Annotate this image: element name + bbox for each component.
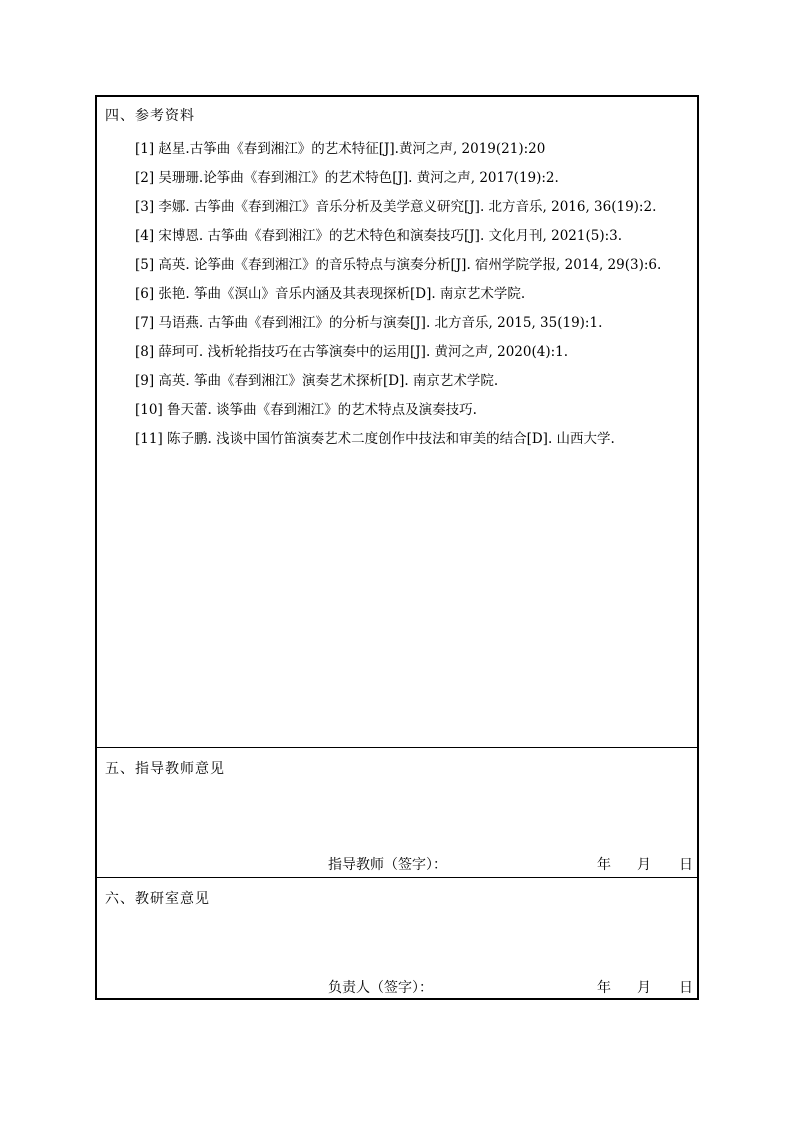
reference-item: [4] 宋博恩. 古筝曲《春到湘江》的艺术特色和演奏技巧[J]. 文化月刊, 2021(5):3. — [135, 228, 623, 244]
advisor-opinion-heading: 五、指导教师意见 — [105, 761, 225, 777]
advisor-opinion-section — [97, 747, 697, 877]
office-signature-row — [97, 977, 697, 997]
reference-item: [7] 马语燕. 古筝曲《春到湘江》的分析与演奏[J]. 北方音乐, 2015, 35(19):1. — [135, 315, 603, 331]
office-date-day: 日 — [679, 980, 693, 996]
advisor-signature-label: 指导教师（签字）： — [328, 857, 447, 873]
reference-item: [10] 鲁天蕾. 谈筝曲《春到湘江》的艺术特点及演奏技巧. — [135, 402, 477, 418]
references-list — [105, 135, 691, 454]
references-section — [97, 97, 697, 747]
reference-item: [5] 高英. 论筝曲《春到湘江》的音乐特点与演奏分析[J]. 宿州学院学报, 2014, 29(3):6. — [135, 257, 662, 273]
advisor-signature-row — [97, 854, 697, 874]
reference-item: [8] 薛珂可. 浅析轮指技巧在古筝演奏中的运用[J]. 黄河之声, 2020(4):1. — [135, 344, 569, 360]
office-opinion-heading: 六、教研室意见 — [105, 891, 210, 907]
office-date-month: 月 — [637, 980, 651, 996]
advisor-date-month: 月 — [637, 857, 651, 873]
review-form-table — [95, 95, 699, 1000]
office-opinion-section — [97, 877, 697, 1000]
advisor-date-day: 日 — [679, 857, 693, 873]
references-heading: 四、参考资料 — [105, 108, 195, 124]
reference-item: [3] 李娜. 古筝曲《春到湘江》音乐分析及美学意义研究[J]. 北方音乐, 2016, 36(19):2. — [135, 199, 657, 215]
office-date-year: 年 — [597, 980, 611, 996]
reference-item: [11] 陈子鹏. 浅谈中国竹笛演奏艺术二度创作中技法和审美的结合[D]. 山西大学. — [135, 431, 615, 447]
advisor-date-year: 年 — [597, 857, 611, 873]
reference-item: [6] 张艳. 筝曲《溟山》音乐内涵及其表现探析[D]. 南京艺术学院. — [135, 286, 526, 302]
reference-item: [1] 赵星.古筝曲《春到湘江》的艺术特征[J].黄河之声, 2019(21):20 — [135, 141, 546, 157]
reference-item: [2] 吴珊珊.论筝曲《春到湘江》的艺术特色[J]. 黄河之声, 2017(19):2. — [135, 170, 559, 186]
office-signature-label: 负责人（签字）： — [328, 980, 433, 996]
reference-item: [9] 高英. 筝曲《春到湘江》演奏艺术探析[D]. 南京艺术学院. — [135, 373, 499, 389]
